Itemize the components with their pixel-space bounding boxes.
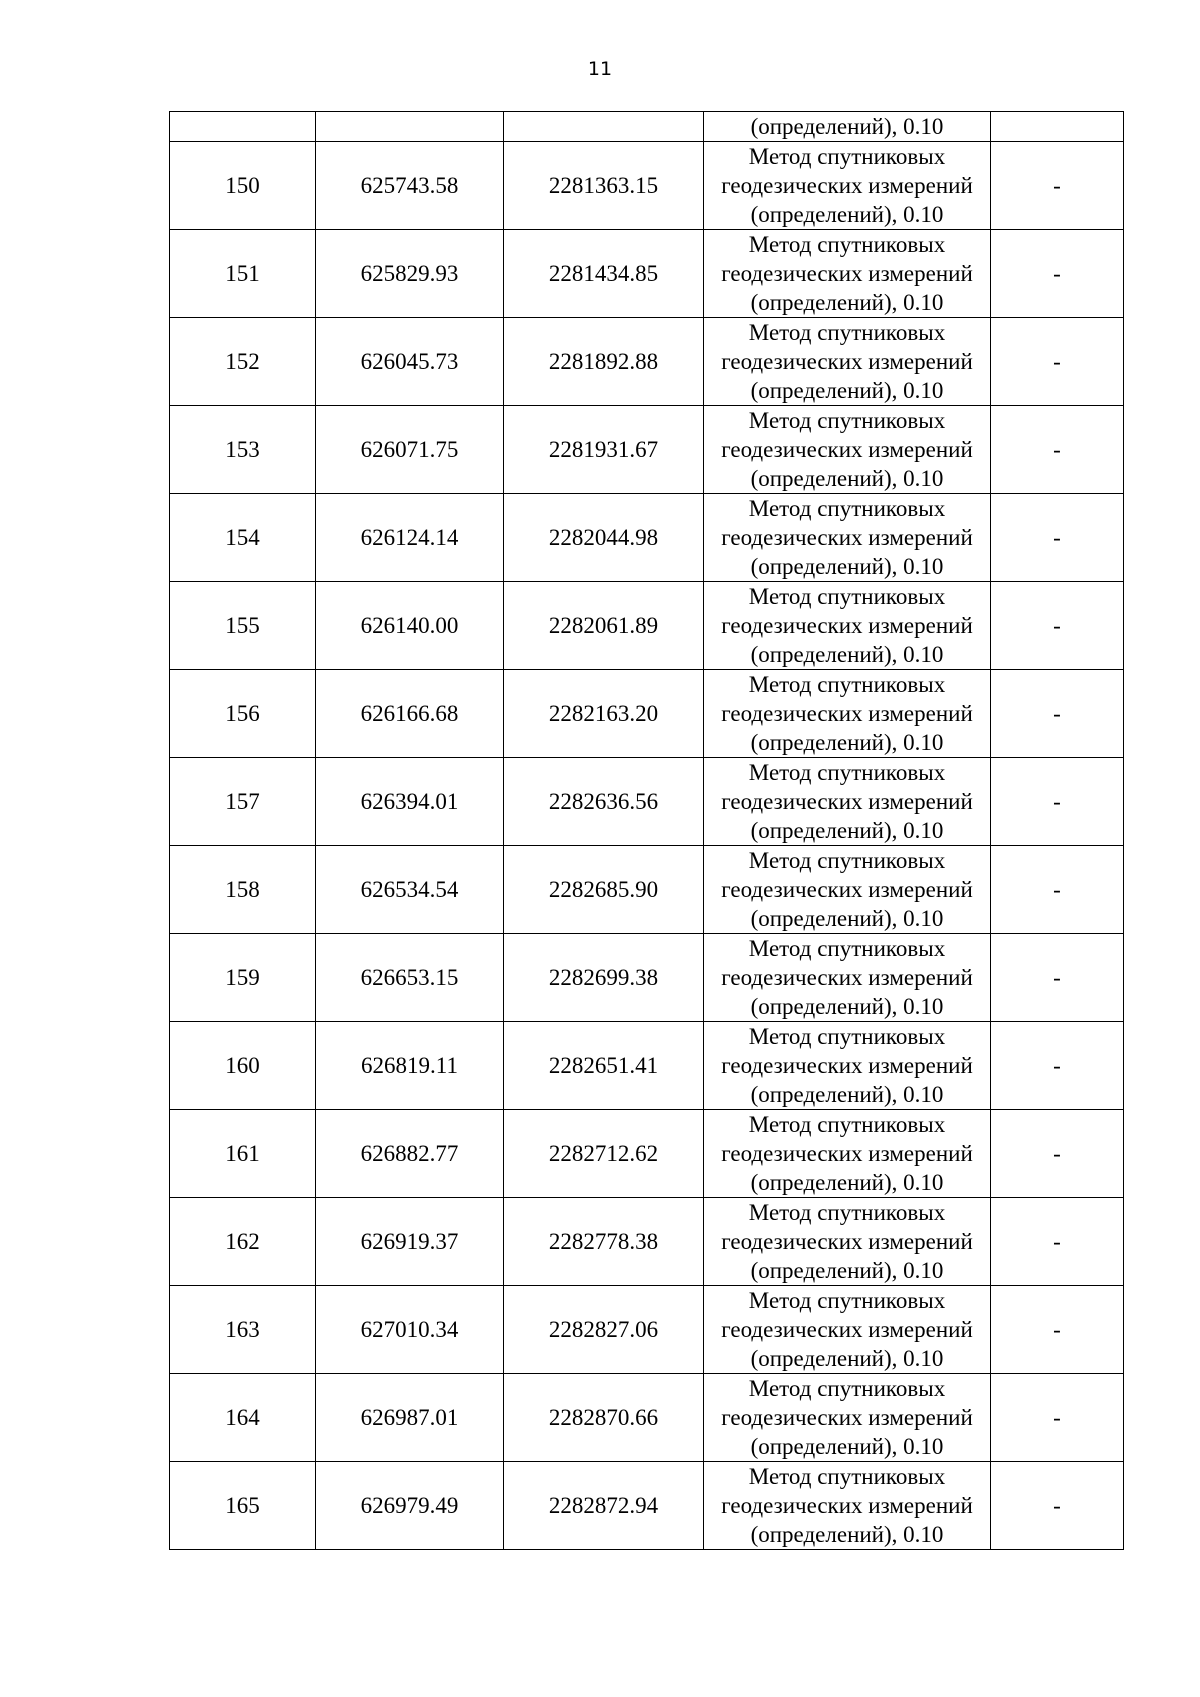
cell-y: 2282872.94 [504,1462,704,1550]
cell-x: 626653.15 [316,934,504,1022]
method-line: (определений), 0.10 [750,1258,944,1283]
table-row [170,1022,1124,1110]
cell-x: 626394.01 [316,758,504,846]
cell-method [704,846,991,934]
method-line: геодезических измерений [721,701,973,726]
method-line: Метод спутниковых [748,1288,946,1313]
cell-point-number: 153 [170,406,316,494]
method-line: геодезических измерений [721,1141,973,1166]
method-line: геодезических измерений [721,1053,973,1078]
cell-y: 2282163.20 [504,670,704,758]
method-line: (определений), 0.10 [750,202,944,227]
cell-x: 626882.77 [316,1110,504,1198]
method-line: (определений), 0.10 [750,1082,944,1107]
cell-point-number: 150 [170,142,316,230]
cell-note: - [991,1374,1124,1462]
cell-x: 626987.01 [316,1374,504,1462]
cell-method [704,230,991,318]
cell-method [704,582,991,670]
cell-method [704,1022,991,1110]
cell-method [704,318,991,406]
method-line: (определений), 0.10 [750,466,944,491]
cell-x: 626534.54 [316,846,504,934]
table-row [170,1462,1124,1550]
cell-method [704,934,991,1022]
table-row [170,142,1124,230]
method-line: Метод спутниковых [748,1024,946,1049]
method-line: (определений), 0.10 [750,1170,944,1195]
cell-note: - [991,1110,1124,1198]
cell-x: 627010.34 [316,1286,504,1374]
cell-point-number: 155 [170,582,316,670]
cell-method [704,1286,991,1374]
cell-point-number: 160 [170,1022,316,1110]
table-row [170,494,1124,582]
method-line: (определений), 0.10 [750,554,944,579]
table-row [170,1198,1124,1286]
method-line: Метод спутниковых [748,584,946,609]
method-line: геодезических измерений [721,525,973,550]
table-row [170,1374,1124,1462]
method-line: (определений), 0.10 [750,1522,944,1547]
cell-method: (определений), 0.10 [704,112,991,142]
method-line: (определений), 0.10 [750,1346,944,1371]
cell-note: - [991,846,1124,934]
cell-y: 2282636.56 [504,758,704,846]
cell-y: 2282685.90 [504,846,704,934]
method-line: (определений), 0.10 [750,290,944,315]
cell-method [704,758,991,846]
cell-point-number: 164 [170,1374,316,1462]
cell-x: 626071.75 [316,406,504,494]
method-line: Метод спутниковых [748,760,946,785]
method-line: (определений), 0.10 [750,730,944,755]
cell-x: 626979.49 [316,1462,504,1550]
table-row [170,318,1124,406]
cell-x: 625743.58 [316,142,504,230]
cell-note [991,112,1124,142]
cell-y: 2281363.15 [504,142,704,230]
table-row [170,1110,1124,1198]
table-row-continued [170,112,1124,142]
coordinates-table [169,111,1124,1550]
cell-point-number: 162 [170,1198,316,1286]
method-line: Метод спутниковых [748,232,946,257]
cell-y: 2282044.98 [504,494,704,582]
method-line: Метод спутниковых [748,144,946,169]
cell-note: - [991,1198,1124,1286]
table-row [170,670,1124,758]
cell-note: - [991,758,1124,846]
cell-point-number: 158 [170,846,316,934]
cell-note: - [991,318,1124,406]
cell-y: 2282061.89 [504,582,704,670]
cell-point-number: 165 [170,1462,316,1550]
cell-note: - [991,230,1124,318]
cell-y: 2282651.41 [504,1022,704,1110]
cell-note: - [991,1286,1124,1374]
page-number: 11 [587,58,613,80]
method-line: (определений), 0.10 [750,378,944,403]
method-line: Метод спутниковых [748,408,946,433]
method-line: Метод спутниковых [748,848,946,873]
cell-point-number: 154 [170,494,316,582]
cell-point-number: 152 [170,318,316,406]
table-row [170,406,1124,494]
cell-point-number [170,112,316,142]
cell-method [704,142,991,230]
table-row [170,582,1124,670]
method-line: геодезических измерений [721,877,973,902]
cell-y: 2282712.62 [504,1110,704,1198]
cell-x [316,112,504,142]
method-line: (определений), 0.10 [750,1434,944,1459]
method-line: геодезических измерений [721,1405,973,1430]
cell-point-number: 159 [170,934,316,1022]
method-line: геодезических измерений [721,1493,973,1518]
method-line: Метод спутниковых [748,1112,946,1137]
cell-y: 2281931.67 [504,406,704,494]
table-row [170,1286,1124,1374]
cell-point-number: 161 [170,1110,316,1198]
cell-point-number: 151 [170,230,316,318]
method-line: геодезических измерений [721,965,973,990]
method-line: (определений), 0.10 [750,818,944,843]
method-line: геодезических измерений [721,1229,973,1254]
method-line: (определений), 0.10 [750,642,944,667]
table-row [170,230,1124,318]
method-line: Метод спутниковых [748,1464,946,1489]
cell-point-number: 163 [170,1286,316,1374]
method-line: Метод спутниковых [748,1376,946,1401]
method-line: геодезических измерений [721,1317,973,1342]
method-line: (определений), 0.10 [750,994,944,1019]
method-line: геодезических измерений [721,789,973,814]
cell-method [704,1462,991,1550]
cell-x: 626166.68 [316,670,504,758]
cell-y: 2282699.38 [504,934,704,1022]
cell-y: 2282870.66 [504,1374,704,1462]
table-row [170,846,1124,934]
method-line: геодезических измерений [721,261,973,286]
cell-note: - [991,494,1124,582]
cell-method [704,494,991,582]
cell-x: 626819.11 [316,1022,504,1110]
method-line: Метод спутниковых [748,672,946,697]
cell-note: - [991,582,1124,670]
cell-method [704,406,991,494]
cell-note: - [991,934,1124,1022]
cell-x: 625829.93 [316,230,504,318]
cell-x: 626919.37 [316,1198,504,1286]
cell-method [704,1374,991,1462]
cell-x: 626124.14 [316,494,504,582]
cell-note: - [991,1462,1124,1550]
cell-point-number: 156 [170,670,316,758]
cell-note: - [991,1022,1124,1110]
cell-y: 2282827.06 [504,1286,704,1374]
cell-method [704,1198,991,1286]
cell-note: - [991,406,1124,494]
cell-method [704,1110,991,1198]
cell-note: - [991,142,1124,230]
method-line: Метод спутниковых [748,320,946,345]
cell-method [704,670,991,758]
method-line: геодезических измерений [721,173,973,198]
cell-y: 2281434.85 [504,230,704,318]
cell-point-number: 157 [170,758,316,846]
cell-y [504,112,704,142]
method-line: Метод спутниковых [748,1200,946,1225]
method-line: Метод спутниковых [748,496,946,521]
table-body [170,112,1124,1550]
method-line: Метод спутниковых [748,936,946,961]
cell-y: 2281892.88 [504,318,704,406]
table-row [170,934,1124,1022]
cell-x: 626140.00 [316,582,504,670]
table-row [170,758,1124,846]
method-line: (определений), 0.10 [750,906,944,931]
cell-x: 626045.73 [316,318,504,406]
method-line: геодезических измерений [721,613,973,638]
method-line: геодезических измерений [721,437,973,462]
cell-note: - [991,670,1124,758]
cell-y: 2282778.38 [504,1198,704,1286]
method-line: геодезических измерений [721,349,973,374]
